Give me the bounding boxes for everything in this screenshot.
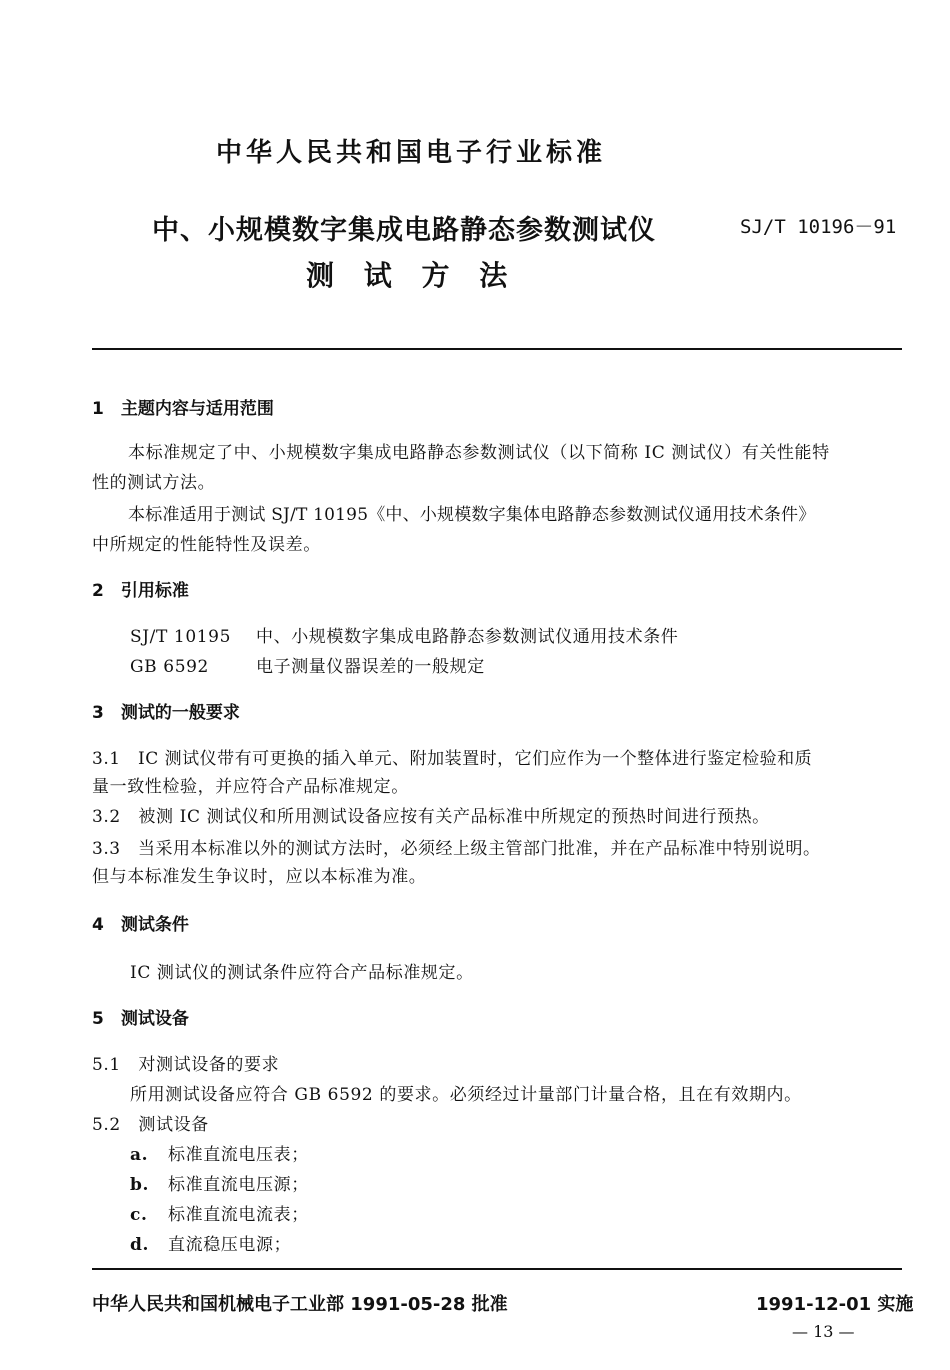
clause-3-2: 3.2 被测 IC 测试仪和所用测试设备应按有关产品标准中所规定的预热时间进行预热。 [92, 807, 770, 827]
reference-row [130, 622, 678, 647]
clause-3-1-line1: 3.1 IC 测试仪带有可更换的插入单元、附加装置时，它们应作为一个整体进行鉴定检验和质 [92, 749, 813, 769]
standard-code: SJ/T 10196－91 [740, 216, 897, 238]
equipment-list-item [130, 1170, 309, 1195]
clause-5-1-text: 所用测试设备应符合 GB 6592 的要求。必须经过计量部门计量合格，且在有效期内。 [130, 1085, 802, 1105]
section-5-heading: 5 测试设备 [92, 1009, 189, 1029]
equipment-name: 标准直流电流表； [168, 1205, 309, 1225]
list-marker: a. [130, 1145, 149, 1165]
section-1-paragraph-2-line2: 中所规定的性能特性及误差。 [92, 535, 321, 555]
implementation-date: 1991-12-01 实施 [756, 1294, 914, 1315]
reference-title: 电子测量仪器误差的一般规定 [256, 657, 485, 677]
clause-5-1-title: 5.1 对测试设备的要求 [92, 1055, 280, 1075]
equipment-name: 标准直流电压表； [168, 1145, 309, 1165]
equipment-list-item [130, 1140, 309, 1165]
section-2-heading: 2 引用标准 [92, 581, 189, 601]
equipment-name: 标准直流电压源； [168, 1175, 309, 1195]
equipment-name: 直流稳压电源； [168, 1235, 292, 1255]
equipment-list-item [130, 1230, 291, 1255]
section-1-paragraph-1-line1: 本标准规定了中、小规模数字集成电路静态参数测试仪（以下简称 IC 测试仪）有关性能特 [128, 443, 830, 463]
clause-3-3-line2: 但与本标准发生争议时，应以本标准为准。 [92, 867, 427, 887]
reference-row [130, 652, 485, 677]
issuing-organization: 中华人民共和国电子行业标准 [216, 138, 607, 168]
list-marker: b. [130, 1175, 150, 1195]
section-1-heading: 1 主题内容与适用范围 [92, 399, 274, 419]
section-4-paragraph: IC 测试仪的测试条件应符合产品标准规定。 [130, 963, 474, 983]
document-title-line2: 测 试 方 法 [306, 259, 518, 292]
clause-3-3-line1: 3.3 当采用本标准以外的测试方法时，必须经上级主管部门批准，并在产品标准中特别说明。 [92, 839, 821, 859]
list-marker: d. [130, 1235, 150, 1255]
document-title-line1: 中、小规模数字集成电路静态参数测试仪 [152, 215, 656, 246]
list-marker: c. [130, 1205, 148, 1225]
reference-title: 中、小规模数字集成电路静态参数测试仪通用技术条件 [256, 627, 679, 647]
approval-line: 中华人民共和国机械电子工业部 1991-05-28 批准 [92, 1294, 508, 1315]
section-3-heading: 3 测试的一般要求 [92, 703, 240, 723]
equipment-list-item [130, 1200, 309, 1225]
clause-3-1-line2: 量一致性检验，并应符合产品标准规定。 [92, 777, 409, 797]
section-4-heading: 4 测试条件 [92, 915, 189, 935]
reference-code: SJ/T 10195 [130, 627, 232, 647]
reference-code: GB 6592 [130, 657, 209, 677]
clause-5-2-title: 5.2 测试设备 [92, 1115, 209, 1135]
section-1-paragraph-1-line2: 性的测试方法。 [92, 473, 216, 493]
section-1-paragraph-2-line1: 本标准适用于测试 SJ/T 10195《中、小规模数字集体电路静态参数测试仪通用技术条件》 [128, 505, 816, 525]
page-number: — 13 — [792, 1322, 855, 1341]
footer-divider [92, 1268, 902, 1270]
header-divider [92, 348, 902, 350]
